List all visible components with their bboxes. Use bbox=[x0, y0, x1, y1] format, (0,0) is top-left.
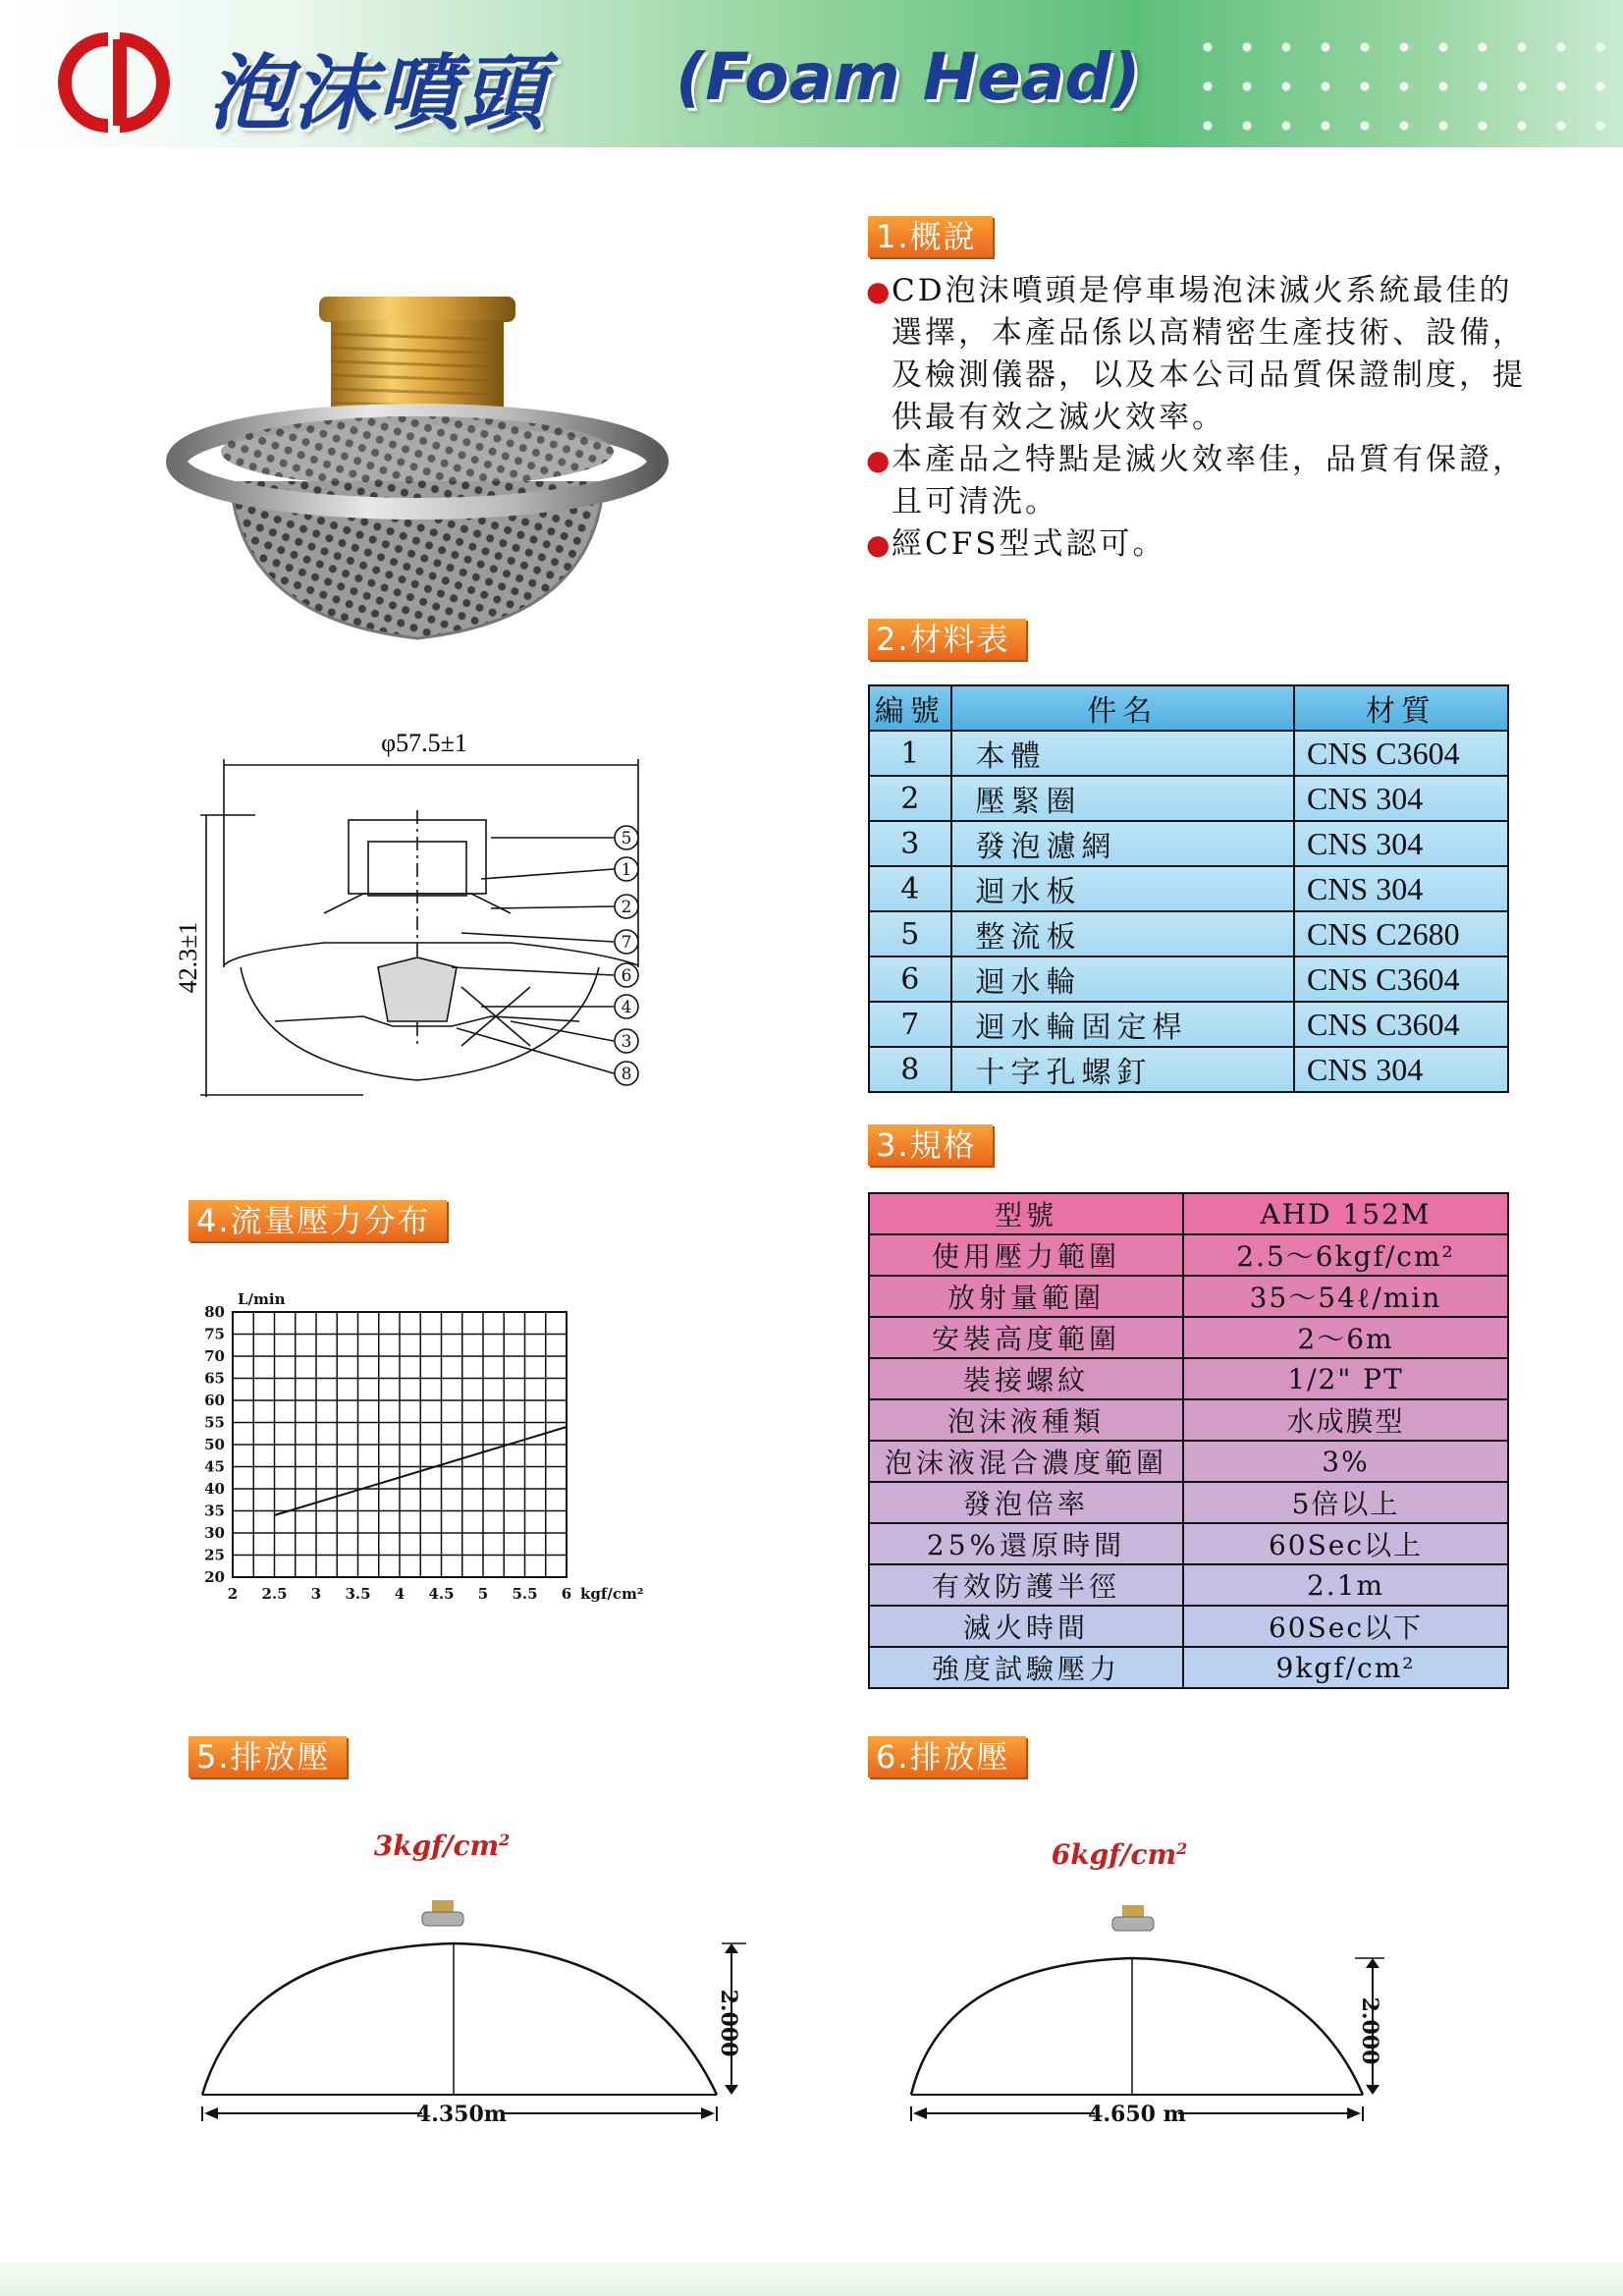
table-row: 2 壓緊圈 CNS 304 bbox=[869, 776, 1508, 821]
nozzle-icon bbox=[422, 1900, 463, 1926]
table-row bbox=[869, 1358, 1508, 1399]
x-tick-label: 4 bbox=[394, 1585, 406, 1603]
discharge-diagram-6kgf bbox=[893, 1827, 1404, 2151]
cross-section-drawing bbox=[167, 722, 697, 1095]
spec-value: 3% bbox=[1183, 1441, 1508, 1482]
y-tick-label: 60 bbox=[204, 1392, 225, 1409]
y-tick-label: 25 bbox=[204, 1546, 225, 1564]
specs-table bbox=[868, 1192, 1509, 1689]
banner-dot-pattern bbox=[1188, 27, 1610, 136]
table-row bbox=[869, 1441, 1508, 1482]
cd-logo-icon bbox=[59, 27, 169, 137]
table-row: 8 十字孔螺釘 CNS 304 bbox=[869, 1047, 1508, 1092]
table-row bbox=[869, 1234, 1508, 1276]
x-tick-label: 5 bbox=[477, 1585, 489, 1603]
diameter-label: φ57.5±1 bbox=[381, 729, 467, 757]
spec-value: 5倍以上 bbox=[1183, 1482, 1508, 1523]
table-row: 1 本體 CNS C3604 bbox=[869, 731, 1508, 776]
spec-label: 有效防護半徑 bbox=[869, 1564, 1183, 1606]
spec-label: 安裝高度範圍 bbox=[869, 1317, 1183, 1358]
column-header: 材質 bbox=[1294, 685, 1508, 731]
logo-text: CD bbox=[59, 27, 61, 28]
spec-label: 型號 bbox=[869, 1193, 1183, 1234]
table-row bbox=[869, 1523, 1508, 1564]
callout-5: 5 bbox=[621, 829, 632, 848]
table-row: 5 整流板 CNS C2680 bbox=[869, 911, 1508, 957]
height-label: 42.3±1 bbox=[174, 921, 202, 994]
table-row: 6 迴水輪 CNS C3604 bbox=[869, 957, 1508, 1002]
spray-arc bbox=[202, 1943, 717, 2095]
height-dimension-6: 2.000 bbox=[1357, 1996, 1382, 2065]
callout-4: 4 bbox=[621, 998, 632, 1017]
width-dimension-6: 4.650 m bbox=[1088, 2102, 1186, 2127]
spec-label: 泡沫液種類 bbox=[869, 1399, 1183, 1441]
x-tick-label: 6 bbox=[561, 1585, 572, 1603]
y-tick-label: 65 bbox=[204, 1369, 225, 1388]
foam-head-photo bbox=[162, 295, 682, 683]
y-tick-label: 35 bbox=[204, 1502, 225, 1520]
section-heading-flow-chart: 4.流量壓力分布 bbox=[189, 1200, 447, 1241]
x-tick-label: 3 bbox=[310, 1585, 322, 1603]
discharge-diagram-3kgf bbox=[187, 1822, 756, 2146]
spec-value: AHD 152M bbox=[1183, 1193, 1508, 1234]
callout-3: 3 bbox=[621, 1032, 632, 1052]
spec-value: 1/2" PT bbox=[1183, 1358, 1508, 1399]
overview-text bbox=[866, 270, 1534, 566]
x-tick-label: 2.5 bbox=[261, 1585, 288, 1603]
table-header-row bbox=[869, 685, 1508, 731]
overview-bullet: ● CD泡沫噴頭是停車場泡沫滅火系統最佳的選擇，本產品係以高精密生產技術、設備，及檢測儀器，以及本公司品質保證制度，提供最有效之滅火效率。 bbox=[866, 270, 1534, 439]
x-tick-label: 2 bbox=[227, 1585, 239, 1603]
y-tick-label: 30 bbox=[204, 1524, 225, 1542]
y-tick-label: 75 bbox=[204, 1325, 225, 1343]
spec-value: 2～6m bbox=[1183, 1317, 1508, 1358]
y-tick-label: 70 bbox=[204, 1347, 225, 1365]
table-row: 4 迴水板 CNS 304 bbox=[869, 866, 1508, 911]
section-heading-specs: 3.規格 bbox=[868, 1124, 993, 1166]
table-row: 3 發泡濾網 CNS 304 bbox=[869, 821, 1508, 866]
table-row bbox=[869, 1276, 1508, 1317]
y-tick-label: 20 bbox=[204, 1568, 225, 1586]
pressure-label-6: $6kgf/cm^2$ bbox=[1051, 1838, 1188, 1871]
flow-pressure-chart bbox=[179, 1283, 644, 1603]
footer-band bbox=[0, 2254, 1623, 2296]
callout-1: 1 bbox=[621, 860, 632, 880]
table-row bbox=[869, 1564, 1508, 1606]
table-row bbox=[869, 1606, 1508, 1647]
spec-label: 裝接螺紋 bbox=[869, 1358, 1183, 1399]
spec-value: 9kgf/cm² bbox=[1183, 1647, 1508, 1688]
spec-value: 2.5～6kgf/cm² bbox=[1183, 1234, 1508, 1276]
y-tick-label: 80 bbox=[204, 1303, 225, 1321]
y-axis-label: L/min bbox=[238, 1290, 286, 1308]
height-dimension-3: 2.000 bbox=[716, 1989, 741, 2057]
spec-value: 35～54ℓ/min bbox=[1183, 1276, 1508, 1317]
section-heading-discharge-3: 5.排放壓 bbox=[189, 1736, 347, 1777]
x-tick-label: 3.5 bbox=[345, 1585, 371, 1603]
table-row bbox=[869, 1647, 1508, 1688]
spec-label: 25%還原時間 bbox=[869, 1523, 1183, 1564]
table-row bbox=[869, 1193, 1508, 1234]
spec-label: 發泡倍率 bbox=[869, 1482, 1183, 1523]
y-tick-label: 40 bbox=[204, 1480, 225, 1498]
y-tick-label: 50 bbox=[204, 1436, 225, 1453]
spec-value: 水成膜型 bbox=[1183, 1399, 1508, 1441]
table-row bbox=[869, 1399, 1508, 1441]
column-header: 編號 bbox=[869, 685, 951, 731]
column-header: 件名 bbox=[951, 685, 1294, 731]
section-heading-discharge-6: 6.排放壓 bbox=[868, 1736, 1026, 1777]
table-row: 7 迴水輪固定桿 CNS C3604 bbox=[869, 1002, 1508, 1047]
bullet-dot-icon: ● bbox=[866, 528, 893, 561]
spec-value: 60Sec以上 bbox=[1183, 1523, 1508, 1564]
spec-label: 滅火時間 bbox=[869, 1606, 1183, 1647]
width-dimension-3: 4.350m bbox=[415, 2102, 508, 2127]
spec-label: 使用壓力範圍 bbox=[869, 1234, 1183, 1276]
callout-6: 6 bbox=[621, 966, 632, 986]
pressure-label-3: $3kgf/cm^2$ bbox=[373, 1830, 511, 1862]
nozzle-icon bbox=[1112, 1905, 1154, 1931]
page-title-cn: 泡沫噴頭 bbox=[208, 45, 547, 141]
spec-value: 60Sec以下 bbox=[1183, 1606, 1508, 1647]
spray-arc bbox=[911, 1958, 1363, 2095]
table-row bbox=[869, 1482, 1508, 1523]
bullet-dot-icon: ● bbox=[866, 275, 893, 307]
bullet-dot-icon: ● bbox=[866, 444, 893, 476]
spec-label: 泡沫液混合濃度範圍 bbox=[869, 1441, 1183, 1482]
section-heading-overview: 1.概說 bbox=[868, 216, 993, 257]
spec-label: 放射量範圍 bbox=[869, 1276, 1183, 1317]
page-title-en: (Foam Head) bbox=[676, 39, 1141, 115]
callout-2: 2 bbox=[621, 898, 632, 917]
x-axis-label: kgf/cm² bbox=[580, 1585, 644, 1603]
x-tick-label: 5.5 bbox=[512, 1585, 538, 1603]
callout-8: 8 bbox=[621, 1065, 632, 1084]
spec-value: 2.1m bbox=[1183, 1564, 1508, 1606]
overview-bullet: ● 經CFS型式認可。 bbox=[866, 523, 1534, 566]
materials-table bbox=[868, 684, 1509, 1093]
y-tick-label: 55 bbox=[204, 1413, 225, 1432]
x-tick-label: 4.5 bbox=[428, 1585, 455, 1603]
y-tick-label: 45 bbox=[204, 1457, 225, 1476]
overview-bullet: ● 本產品之特點是滅火效率佳，品質有保證，且可清洗。 bbox=[866, 439, 1534, 523]
section-heading-materials: 2.材料表 bbox=[868, 619, 1026, 660]
spec-label: 強度試驗壓力 bbox=[869, 1647, 1183, 1688]
callout-7: 7 bbox=[621, 933, 632, 953]
table-row bbox=[869, 1317, 1508, 1358]
